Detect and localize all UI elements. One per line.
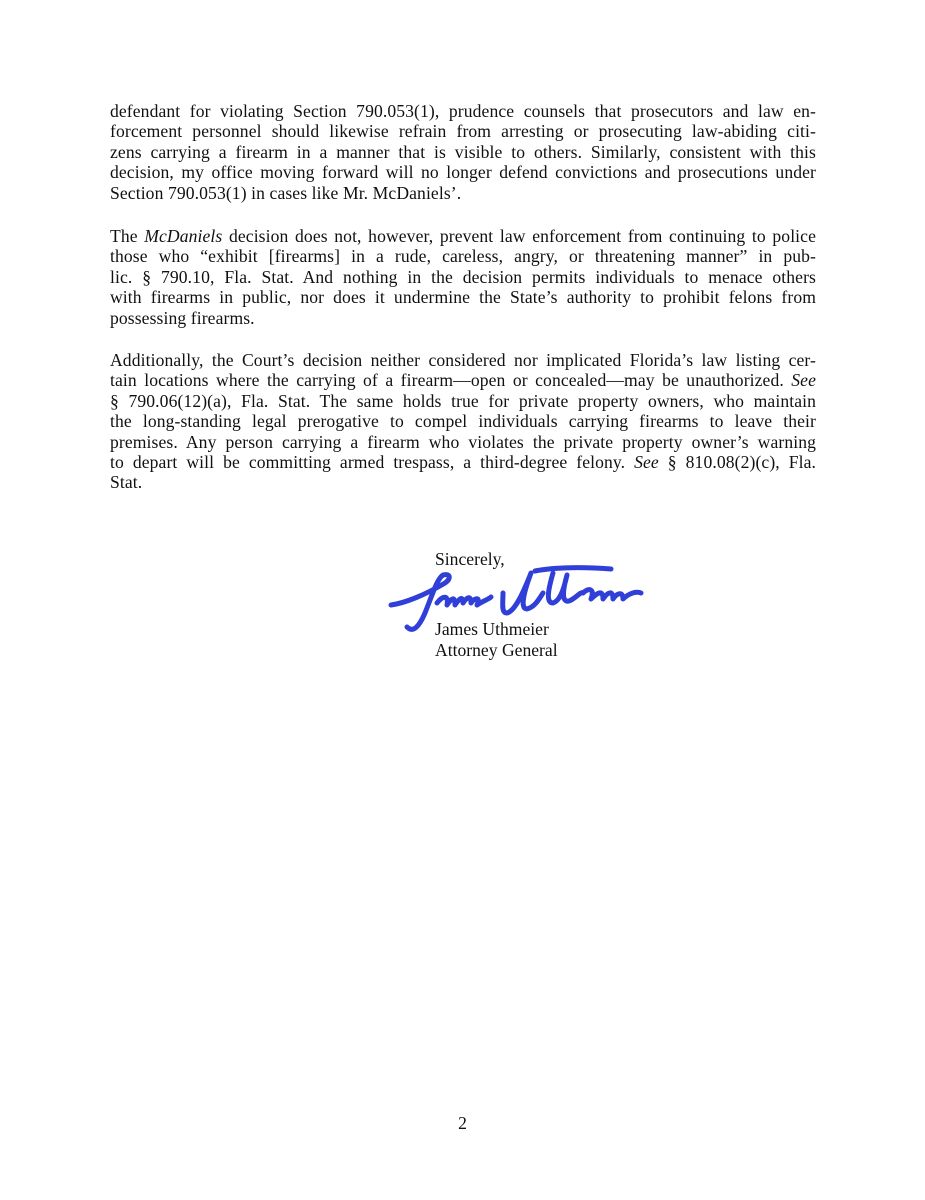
signer-title: Attorney General [435,639,558,660]
text-segment: decision does not, however, prevent law enforcement from continuing to police [222,226,816,246]
paragraph-3 [110,350,816,493]
paragraph-3-line: the long-standing legal prerogative to compel individuals carrying firearms to leave their [110,411,816,432]
case-name-italic: McDaniels [144,226,223,246]
paragraph-1-line: zens carrying a firearm in a manner that is visible to others. Similarly, consistent with this [110,141,816,162]
signature-stroke [503,573,543,613]
paragraph-3-line: premises. Any person carrying a firearm who violates the private property owner’s warning [110,431,816,452]
text-segment: to depart will be committing armed trespass, a third-degree felony. [110,452,635,473]
handwritten-signature [385,553,660,653]
signature-stroke [548,573,583,603]
closing: Sincerely, [435,549,505,569]
paragraph-2-line: with firearms in public, nor does it undermine the State’s authority to prohibit felons from [110,287,816,308]
signature-strokes [391,568,641,630]
paragraph-1-line: defendant for violating Section 790.053(1), prudence counsels that prosecutors and law en- [110,101,816,121]
paragraph-1 [110,101,816,203]
paragraph-2-line: those who “exhibit [firearms] in a rude, careless, angry, or threatening manner” in pub- [110,246,816,267]
paragraph-2 [110,226,816,328]
signature-stroke [583,590,641,599]
signature-stroke [535,568,611,571]
text-segment: tain locations where the carrying of a firearm—open or concealed—may be unauthorized. [110,370,792,391]
citation-signal-italic: See [634,452,659,473]
paragraph-2-line: lic. § 790.10, Fla. Stat. And nothing in the decision permits individuals to menace others [110,266,816,287]
page-number: 2 [458,1113,467,1133]
text-segment: The [110,226,145,246]
paragraph-3-line [110,452,816,472]
paragraph-2-line: possessing firearms. [110,307,255,328]
paragraph-1-line: forcement personnel should likewise refrain from arresting or prosecuting law-abiding citi- [110,121,816,142]
paragraph-3-line: § 790.06(12)(a), Fla. Stat. The same holds true for private property owners, who maintain [110,390,816,411]
signer-name: James Uthmeier [435,619,549,640]
signature-stroke [437,597,491,605]
text-segment: § 810.08(2)(c), Fla. [658,452,817,473]
paragraph-3-line: Additionally, the Court’s decision neither considered nor implicated Florida’s law listing cer- [110,350,816,370]
paragraph-3-line: Stat. [110,472,143,493]
citation-signal-italic: See [791,370,816,391]
paragraph-1-line: Section 790.053(1) in cases like Mr. McDaniels’. [110,182,462,203]
paragraph-1-line: decision, my office moving forward will no longer defend convictions and prosecutions under [110,162,816,183]
paragraph-2-line [110,226,816,246]
paragraph-3-line [110,370,816,390]
